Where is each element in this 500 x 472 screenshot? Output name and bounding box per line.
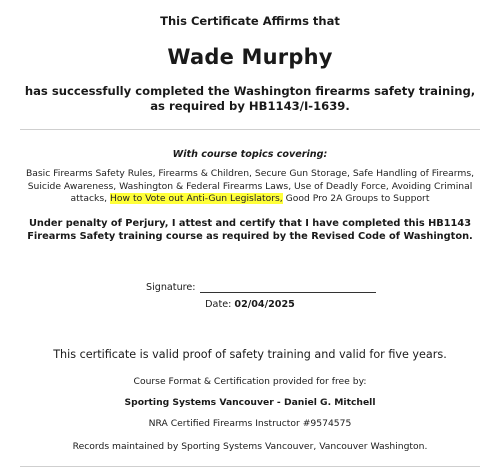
perjury-statement: Under penalty of Perjury, I attest and certify that I have completed this HB1143 Firearms Safety training course as required by the Revised Code of Washington. [27, 218, 473, 242]
topics-text: Basic Firearms Safety Rules, Firearms & Children, Secure Gun Storage, Safe Handling of Firearms, Suicide Awareness, Washington & Federal Firearms Laws, Use of Deadly Force, Avoiding Criminal attacks, [25, 168, 475, 204]
topics-highlighted-text: How to Vote out Anti-Gun Legislators, [110, 193, 283, 204]
date-value: 02/04/2025 [234, 299, 295, 310]
provider-separator: - [273, 397, 284, 408]
format-line: Course Format & Certification provided for free by: [133, 376, 367, 387]
provider-line [0, 397, 500, 408]
affirm-heading: This Certificate Affirms that [160, 14, 340, 28]
recipient-name: Wade Murphy [167, 45, 333, 69]
completion-statement: has successfully completed the Washington firearms safety training, as required by HB1143/I-1639. [24, 84, 476, 113]
signature-line [200, 282, 376, 293]
provider-org: Sporting Systems Vancouver [124, 397, 274, 408]
records-line: Records maintained by Sporting Systems Vancouver, Vancouver Washington. [72, 441, 428, 452]
divider-bottom [20, 466, 480, 467]
provider-person: Daniel G. Mitchell [283, 397, 376, 408]
validity-statement: This certificate is valid proof of safety training and valid for five years. [53, 348, 447, 361]
instructor-line: NRA Certified Firearms Instructor #9574575 [148, 418, 352, 429]
date-label: Date: [205, 299, 235, 310]
topics-text-end: Good Pro 2A Groups to Support [282, 193, 430, 204]
topics-list [14, 168, 486, 206]
date-row [0, 299, 500, 310]
divider-top [20, 129, 480, 130]
signature-row [146, 282, 376, 296]
topics-heading: With course topics covering: [172, 149, 328, 160]
signature-label: Signature: [146, 282, 196, 293]
